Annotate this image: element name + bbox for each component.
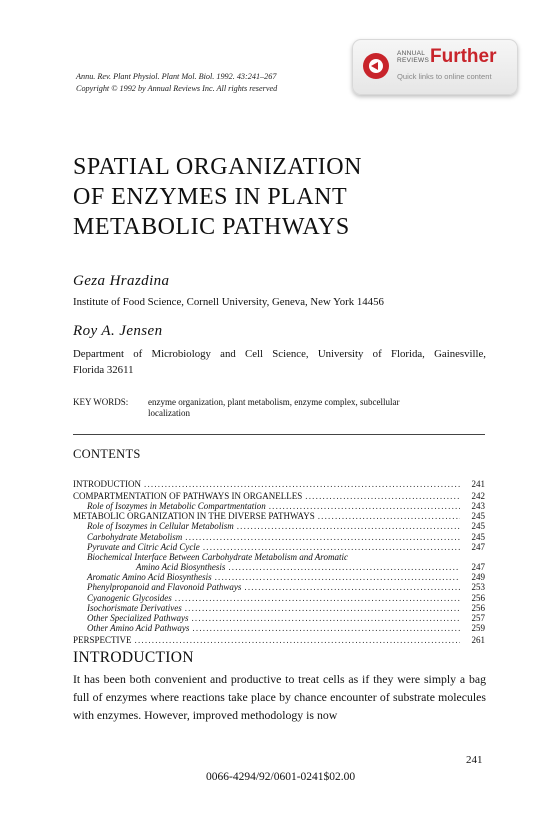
toc-leader — [192, 623, 460, 633]
keywords-text — [148, 397, 478, 419]
toc-page: 242 — [471, 490, 485, 501]
toc-label: Role of Isozymes in Metabolic Compartmentation — [87, 500, 266, 511]
toc-label: Phenylpropanoid and Flavonoid Pathways — [87, 582, 242, 593]
toc-page: 243 — [471, 500, 485, 511]
toc-page: 245 — [471, 531, 485, 542]
table-of-contents — [73, 479, 485, 645]
banner-tagline: Quick links to online content — [397, 72, 492, 81]
logo-reviews-text: REVIEWS — [397, 57, 430, 64]
toc-entry[interactable] — [73, 479, 485, 489]
toc-label: PERSPECTIVE — [73, 635, 132, 645]
toc-entry[interactable] — [73, 501, 485, 511]
toc-label: Role of Isozymes in Cellular Metabolism — [87, 521, 234, 532]
introduction-heading: INTRODUCTION — [73, 649, 194, 666]
annual-reviews-logo — [397, 50, 429, 64]
contents-heading: CONTENTS — [73, 447, 141, 461]
toc-label: INTRODUCTION — [73, 479, 141, 489]
author-name: Geza Hrazdina — [73, 273, 170, 289]
toc-leader — [228, 562, 460, 572]
toc-entry[interactable] — [73, 511, 485, 521]
toc-label: Carbohydrate Metabolism — [87, 531, 183, 542]
footer-code: 0066-4294/92/0601-0241$02.00 — [206, 771, 356, 783]
toc-page: 241 — [471, 479, 485, 489]
toc-page: 253 — [471, 582, 485, 593]
author-affiliation: Institute of Food Science, Cornell University, Geneva, New York 14456 — [73, 296, 384, 308]
journal-citation-line: Annu. Rev. Plant Physiol. Plant Mol. Biol. 1992. 43:241–267 — [76, 72, 277, 81]
toc-page: 256 — [471, 592, 485, 603]
toc-leader — [135, 635, 460, 645]
article-title — [73, 152, 362, 242]
toc-label: Isochorismate Derivatives — [87, 602, 182, 613]
toc-label: Aromatic Amino Acid Biosynthesis — [87, 572, 212, 583]
toc-leader — [203, 542, 460, 552]
toc-page: 245 — [471, 511, 485, 522]
toc-leader — [318, 511, 460, 521]
further-banner[interactable] — [352, 39, 518, 95]
toc-leader — [305, 491, 460, 501]
toc-leader — [185, 603, 460, 613]
toc-entry[interactable] — [73, 572, 485, 582]
title-line: OF ENZYMES IN PLANT — [73, 184, 348, 210]
toc-page: 247 — [471, 541, 485, 552]
toc-label: Other Specialized Pathways — [87, 613, 189, 624]
section-divider — [73, 434, 485, 435]
toc-label: Other Amino Acid Pathways — [87, 623, 190, 634]
toc-entry[interactable] — [73, 613, 485, 623]
toc-leader — [144, 479, 460, 489]
toc-label: Biochemical Interface Between Carbohydrate Metabolism and Aromatic — [87, 551, 348, 562]
toc-entry[interactable] — [73, 491, 485, 501]
toc-leader — [191, 613, 460, 623]
page-number: 241 — [466, 754, 483, 766]
toc-entry[interactable] — [73, 623, 485, 633]
toc-page: 247 — [471, 562, 485, 573]
toc-entry[interactable] — [73, 542, 485, 552]
toc-entry[interactable] — [73, 582, 485, 592]
toc-label: Amino Acid Biosynthesis — [136, 562, 226, 573]
toc-label: METABOLIC ORGANIZATION IN THE DIVERSE PATHWAYS — [73, 511, 315, 522]
keywords-label: KEY WORDS: — [73, 397, 129, 407]
keywords-line: enzyme organization, plant metabolism, enzyme complex, subcellular — [148, 397, 400, 407]
introduction-paragraph: It has been both convenient and productive to treat cells as if they were simply a bag full of enzymes where reactions take place by chance encounter of substrate molecules with enzymes. However, improved methodology is now — [73, 672, 486, 722]
toc-entry[interactable] — [73, 562, 485, 572]
toc-page: 261 — [471, 635, 485, 645]
journal-citation — [76, 71, 277, 94]
toc-page: 259 — [471, 623, 485, 634]
further-label: Further — [430, 46, 497, 67]
title-line: METABOLIC PATHWAYS — [73, 214, 350, 240]
toc-leader — [244, 582, 460, 592]
toc-page: 257 — [471, 613, 485, 624]
toc-page: 256 — [471, 602, 485, 613]
back-arrow-icon — [363, 53, 389, 79]
toc-entry[interactable] — [73, 521, 485, 531]
title-line: SPATIAL ORGANIZATION — [73, 154, 362, 180]
affiliation-line: Florida 32611 — [73, 364, 134, 376]
toc-entry[interactable] — [73, 635, 485, 645]
affiliation-line: Department of Microbiology and Cell Science, University of Florida, Gainesville, — [73, 348, 486, 360]
toc-page: 249 — [471, 572, 485, 583]
keywords-line: localization — [148, 408, 190, 418]
toc-leader — [269, 501, 460, 511]
toc-entry[interactable] — [73, 532, 485, 542]
toc-leader — [185, 532, 460, 542]
toc-leader — [175, 593, 460, 603]
toc-leader — [237, 521, 460, 531]
copyright-line: Copyright © 1992 by Annual Reviews Inc. All rights reserved — [76, 83, 278, 93]
toc-label: Pyruvate and Citric Acid Cycle — [87, 541, 200, 552]
toc-entry[interactable] — [73, 593, 485, 603]
author-name: Roy A. Jensen — [73, 323, 163, 339]
toc-page: 245 — [471, 521, 485, 532]
author-affiliation — [73, 346, 486, 378]
toc-label: COMPARTMENTATION OF PATHWAYS IN ORGANELLES — [73, 490, 303, 501]
toc-label: Cyanogenic Glycosides — [87, 592, 172, 603]
toc-leader — [215, 572, 460, 582]
toc-entry[interactable] — [73, 552, 485, 562]
logo-annual-text: ANNUAL — [397, 50, 426, 57]
toc-entry[interactable] — [73, 603, 485, 613]
